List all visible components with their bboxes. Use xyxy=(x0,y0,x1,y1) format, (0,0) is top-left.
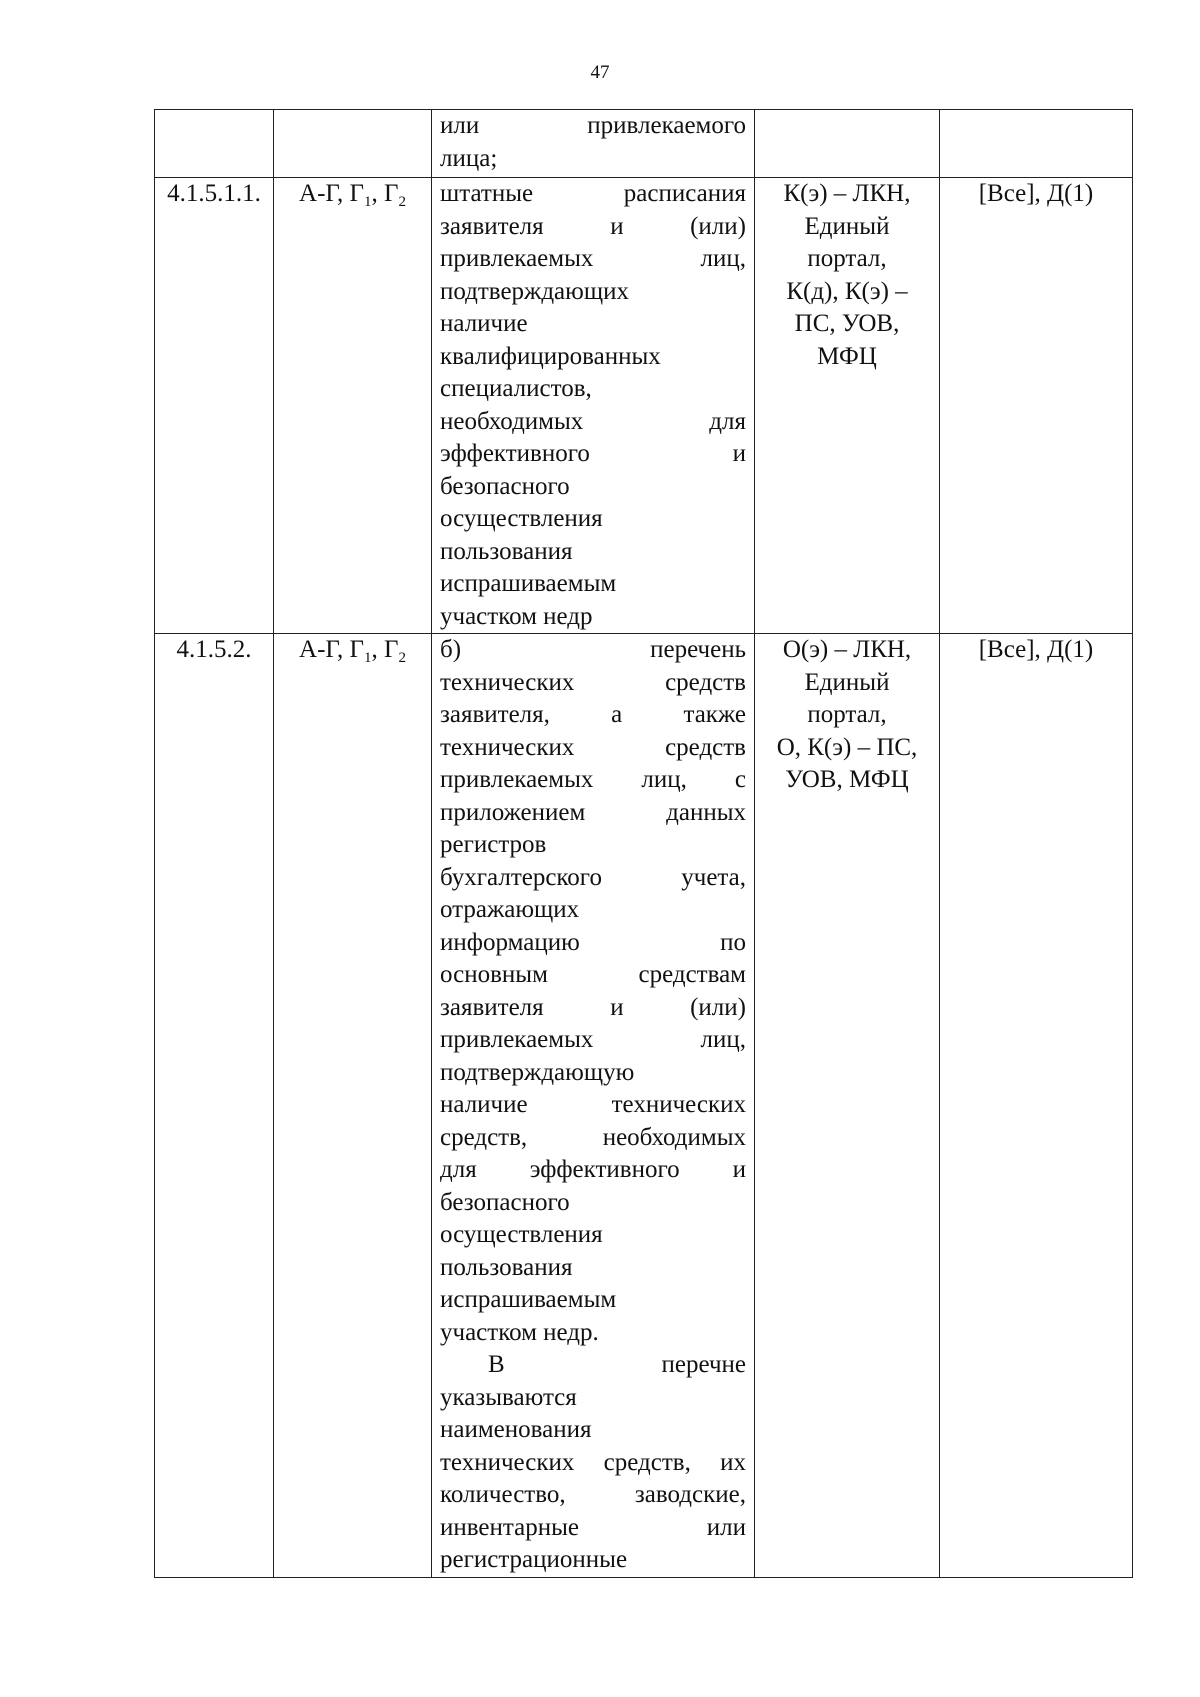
description-line: В перечне xyxy=(488,1351,746,1378)
description-line: заявителя и (или) xyxy=(440,212,746,240)
submission-method-line: К(э) – ЛКН, xyxy=(783,180,911,207)
submission-method-line: портал, xyxy=(807,245,887,272)
category-cell xyxy=(274,634,432,1578)
category-subscript: 2 xyxy=(398,650,406,666)
submission-method-line: О(э) – ЛКН, xyxy=(782,636,912,663)
description-line: участком недр. xyxy=(440,1318,599,1346)
category-cell xyxy=(274,178,432,634)
category-separator: , Г xyxy=(371,180,399,207)
description-line: привлекаемых лиц, с xyxy=(440,766,746,793)
description-line: информацию по xyxy=(440,928,746,956)
table-row xyxy=(155,178,1133,634)
description-line: отражающих xyxy=(440,896,580,923)
submission-method-line: портал, xyxy=(807,701,887,728)
description-line: привлекаемых лиц, xyxy=(440,1026,746,1053)
description-cell xyxy=(432,634,755,1578)
applicability-cell xyxy=(940,110,1133,178)
description-line: инвентарные или xyxy=(440,1513,746,1541)
description-line: безопасного xyxy=(440,472,570,500)
row-number-cell xyxy=(155,110,274,178)
submission-method-line: МФЦ xyxy=(817,342,877,370)
description-line: заявителя, а также xyxy=(440,701,746,728)
row-number-cell: 4.1.5.1.1. xyxy=(155,178,274,634)
submission-method-line: УОВ, МФЦ xyxy=(785,766,909,793)
description-line: осуществления xyxy=(440,1221,603,1248)
description-line: пользования xyxy=(440,1253,573,1281)
description-line: количество, заводские, xyxy=(440,1481,746,1508)
submission-method-line: Единый xyxy=(804,212,890,240)
description-line: осуществления xyxy=(440,505,603,532)
row-number-cell: 4.1.5.2. xyxy=(155,634,274,1578)
submission-method-line: К(д), К(э) – xyxy=(786,277,908,305)
category-text: А-Г, Г xyxy=(299,636,364,663)
page-number: 47 xyxy=(590,62,610,83)
description-line: для эффективного и xyxy=(440,1156,746,1183)
description-line: регистров xyxy=(440,831,547,858)
submission-method-cell xyxy=(755,110,940,178)
description-line: квалифицированных xyxy=(440,342,661,370)
description-cell xyxy=(432,110,755,178)
category-subscript: 2 xyxy=(398,194,406,210)
submission-method-line: Единый xyxy=(804,668,890,696)
description-line: или привлекаемого xyxy=(440,112,746,139)
category-subscript: 1 xyxy=(364,650,372,666)
applicability-cell: [Все], Д(1) xyxy=(940,634,1133,1578)
submission-method-line: О, К(э) – ПС, xyxy=(776,733,918,761)
description-line: приложением данных xyxy=(440,798,746,826)
description-line: наличие технических xyxy=(440,1091,746,1118)
category-text: А-Г, Г xyxy=(299,180,364,207)
description-line: подтверждающую xyxy=(440,1058,635,1086)
description-line: испрашиваемым xyxy=(440,1286,617,1313)
description-cell xyxy=(432,178,755,634)
category-subscript: 1 xyxy=(364,194,372,210)
description-line: заявителя и (или) xyxy=(440,993,746,1021)
description-line: необходимых для xyxy=(440,407,746,435)
description-line: наличие xyxy=(440,310,528,337)
submission-method-line: ПС, УОВ, xyxy=(794,310,900,337)
description-line: эффективного и xyxy=(440,440,746,467)
description-line: б) перечень xyxy=(440,636,746,663)
category-cell xyxy=(274,110,432,178)
category-separator: , Г xyxy=(371,636,399,663)
description-line: технических средств xyxy=(440,733,746,761)
description-line: испрашиваемым xyxy=(440,570,617,597)
description-line: безопасного xyxy=(440,1188,570,1216)
description-line: штатные расписания xyxy=(440,180,746,207)
description-line: регистрационные xyxy=(440,1546,628,1573)
description-line: привлекаемых лиц, xyxy=(440,245,746,272)
description-line: специалистов, xyxy=(440,375,592,402)
description-line: лица; xyxy=(440,144,498,172)
description-line: участком недр xyxy=(440,602,593,630)
requirements-table xyxy=(154,109,1133,1578)
description-line: подтверждающих xyxy=(440,277,629,305)
table-row xyxy=(155,110,1133,178)
description-line: бухгалтерского учета, xyxy=(440,863,746,891)
submission-method-cell xyxy=(755,634,940,1578)
description-line: технических средств xyxy=(440,668,746,696)
description-line: пользования xyxy=(440,537,573,565)
description-line: технических средств, их xyxy=(440,1448,746,1476)
description-line: средств, необходимых xyxy=(440,1123,746,1151)
description-line: наименования xyxy=(440,1416,592,1443)
applicability-cell: [Все], Д(1) xyxy=(940,178,1133,634)
description-line: основным средствам xyxy=(440,961,746,988)
description-line: указываются xyxy=(440,1383,577,1411)
table-row xyxy=(155,634,1133,1578)
submission-method-cell xyxy=(755,178,940,634)
